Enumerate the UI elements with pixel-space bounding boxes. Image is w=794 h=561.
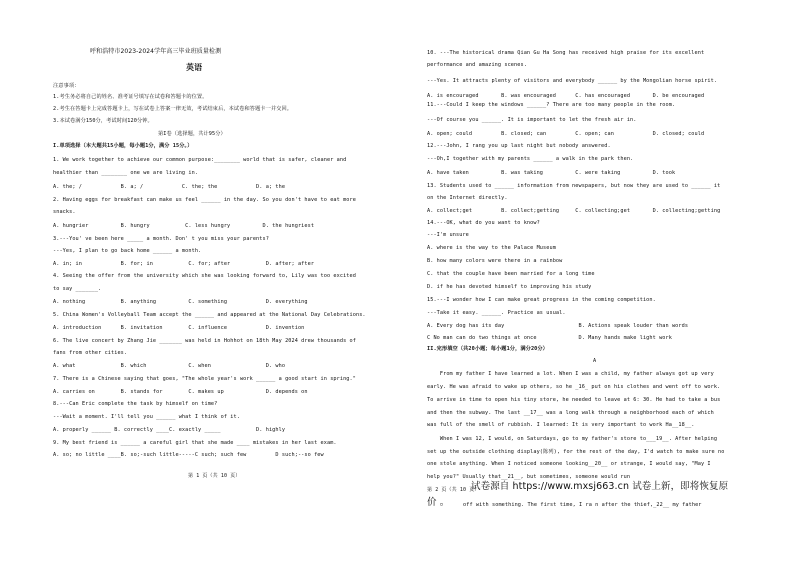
page-footer: 第 2 页（共 10 页） bbox=[427, 487, 480, 493]
text-line: B. how many colors were there in a rainbow bbox=[427, 258, 563, 264]
text-line: A. nothing B. anything C. something D. everything bbox=[53, 299, 308, 305]
text-line: one stole anything. When I noticed someone looking__20__ or strange, I would say, "May I bbox=[427, 461, 711, 467]
note-line: 1.考生务必将自己的姓名、准考证号填写在试卷和答题卡的位置。 bbox=[53, 94, 208, 100]
text-line: 4. Seeing the offer from the university which she was looking forward to, Lily was too excited bbox=[53, 273, 356, 279]
text-line: help you?" Usually that__21__, but sometimes, someone would run bbox=[427, 474, 631, 480]
text-line: 10. ---The historical drama Qian Gu Ha Song has received high praise for its excellent bbox=[427, 50, 705, 56]
source-watermark-text: 试卷源自 https://www.mxsj663.cn 试卷上新，即将恢复原 bbox=[471, 481, 729, 492]
text-line: performance and amazing scenes. bbox=[427, 62, 527, 68]
text-line: A. have taken B. was taking C. were taking D. took bbox=[427, 170, 676, 176]
text-line: healthier than ________ one we are living in. bbox=[53, 170, 199, 176]
text-line: A. introduction B. invitation C. influence D. invention bbox=[53, 325, 305, 331]
text-line: From my father I have learned a lot. When I was a child, my father always got up very bbox=[427, 371, 714, 377]
text-line: ---Of course you ______. It is important to let the fresh air in. bbox=[427, 117, 637, 123]
note-line: 2.考生在答题卡上完成答题卡上，写在试卷上答案一律无效，考试结束后，本试卷和答题卡一并交回。 bbox=[53, 106, 293, 112]
text-line: early. He was afraid to wake up others, so he _16_ put on his clothes and went off to work. bbox=[427, 384, 721, 390]
exam-header: 呼和浩特市2023-2024学年高三毕业班质量检测 bbox=[90, 48, 222, 55]
text-line: D. if he has devoted himself to improving his study bbox=[427, 284, 592, 290]
text-line: fans from other cities. bbox=[53, 350, 128, 356]
text-line: ---Take it easy. ______. Practice as usual. bbox=[427, 310, 566, 316]
text-line: A. in; in B. for; in C. for; after D. after; after bbox=[53, 261, 315, 267]
text-line: 5. China Women's Volleyball Team accept the ______ and appeared at the National Day Celebrations. bbox=[53, 312, 366, 318]
text-line: set up the outside clothing display(陈列), for the rest of the day, I'd watch to make sure no bbox=[427, 449, 725, 455]
subject-title: 英语 bbox=[186, 63, 203, 72]
text-line: 7. There is a Chinese saying that goes, "The whole year's work ______ a good start in spring." bbox=[53, 376, 356, 382]
text-line: 6. The live concert by Zhang Jie _______ was held in Hohhot on 18th May 2024 drew thousands of bbox=[53, 338, 356, 344]
text-line: off with something. The first time, I ra n after the thief,_22__ my father bbox=[463, 502, 702, 508]
text-line: ---Yes, I plan to go back home ______ a month. bbox=[53, 248, 202, 254]
text-line: A. is encouraged B. was encouraged C. has encouraged D. be encouraged bbox=[427, 93, 705, 99]
part-title: I.单项选择（本大题共15小题，每小题1分，满分 15分。） bbox=[53, 143, 193, 149]
text-line: 1. We work together to achieve our common purpose:________ world that is safer, cleaner and bbox=[53, 157, 347, 163]
text-line: To arrive in time to open his tiny store, he needed to leave at 6: 30. He had to take a bus bbox=[427, 397, 721, 403]
text-line: ---Oh,I together with my parents ______ a walk in the park then. bbox=[427, 156, 634, 162]
text-line: 9. My best friend is ______ a careful girl that she made ____ mistakes in her last exam. bbox=[53, 440, 337, 446]
text-line: A. collect;get B. collect;getting C. collecting;get D. collecting;getting bbox=[427, 208, 721, 214]
text-line: to say _______. bbox=[53, 286, 102, 292]
text-line: A. the; / B. a; / C. the; the D. a; the bbox=[53, 184, 286, 190]
notes-title: 注意事项： bbox=[53, 83, 80, 89]
passage-label: A bbox=[593, 358, 597, 364]
text-line: C No man can do two things at once D. Many hands make light work bbox=[427, 335, 672, 341]
text-line: ---Wait a moment. I'll tell you ______ what I think of it. bbox=[53, 414, 240, 420]
source-watermark-text-2: 价 。 bbox=[427, 497, 450, 508]
text-line: A. open; could B. closed; can C. open; can D. closed; could bbox=[427, 131, 705, 137]
part-title: II.完形填空（共20小题；每小题1分，满分20分） bbox=[427, 346, 548, 352]
text-line: 12.---John, I rang you up last night but nobody answered. bbox=[427, 143, 611, 149]
text-line: When I was 12, I would, on Saturdays, go to my father's store to___19__. After helping bbox=[427, 436, 718, 442]
text-line: 2. Having eggs for breakfast can make us feel ______ in the day. So you don't have to eat more bbox=[53, 197, 356, 203]
text-line: ---I'm unsure bbox=[427, 232, 469, 238]
text-line: and then the subway. The last __17__ was a long walk through a neighborhood each of which bbox=[427, 410, 714, 416]
text-line: 14.---OK, what do you want to know? bbox=[427, 220, 540, 226]
text-line: A. carries on B. stands for C. makes up D. depends on bbox=[53, 389, 308, 395]
text-line: 3.---You' ve been here _____ a month. Don' t you miss your parents? bbox=[53, 236, 269, 242]
text-line: A. Every dog has its day B. Actions speak louder than words bbox=[427, 323, 689, 329]
text-line: was full of the smell of rubbish. I learned: It is very important to work Ha__18__. bbox=[427, 422, 695, 428]
text-line: snacks. bbox=[53, 209, 76, 215]
text-line: ---Yes. It attracts plenty of visitors and everybody ______ by the Mongolian horse spirit. bbox=[427, 78, 718, 84]
text-line: A. so; no little ____B. so;-such little-----C such; such few D such;--so few bbox=[53, 452, 324, 458]
text-line: 15.---I wonder how I can make great progress in the coming competition. bbox=[427, 297, 656, 303]
text-line: 13. Students used to ______ information from newspapers, but now they are used to ______ it bbox=[427, 183, 721, 189]
text-line: A. hungrier B. hungry C. less hungry D. the hungriest bbox=[53, 223, 315, 229]
text-line: 8.---Can Eric complete the task by himself on time? bbox=[53, 401, 218, 407]
text-line: A. properly ______ B. correctly ____C. exactly _____ D. highly bbox=[53, 427, 286, 433]
page-footer: 第 1 页（共 10 页） bbox=[188, 473, 241, 479]
text-line: on the Internet directly. bbox=[427, 195, 508, 201]
note-line: 3.本试卷满分150分，考试时间120分钟。 bbox=[53, 118, 153, 124]
text-line: 11.---Could I keep the windows ______? There are too many people in the room. bbox=[427, 102, 676, 108]
right-page bbox=[397, 0, 794, 561]
text-line: C. that the couple have been married for a long time bbox=[427, 271, 595, 277]
section-title: 第I卷（选择题，共计95分） bbox=[158, 131, 226, 137]
text-line: A. where is the way to the Palace Museum bbox=[427, 245, 556, 251]
text-line: A. what B. which C. when D. who bbox=[53, 363, 286, 369]
